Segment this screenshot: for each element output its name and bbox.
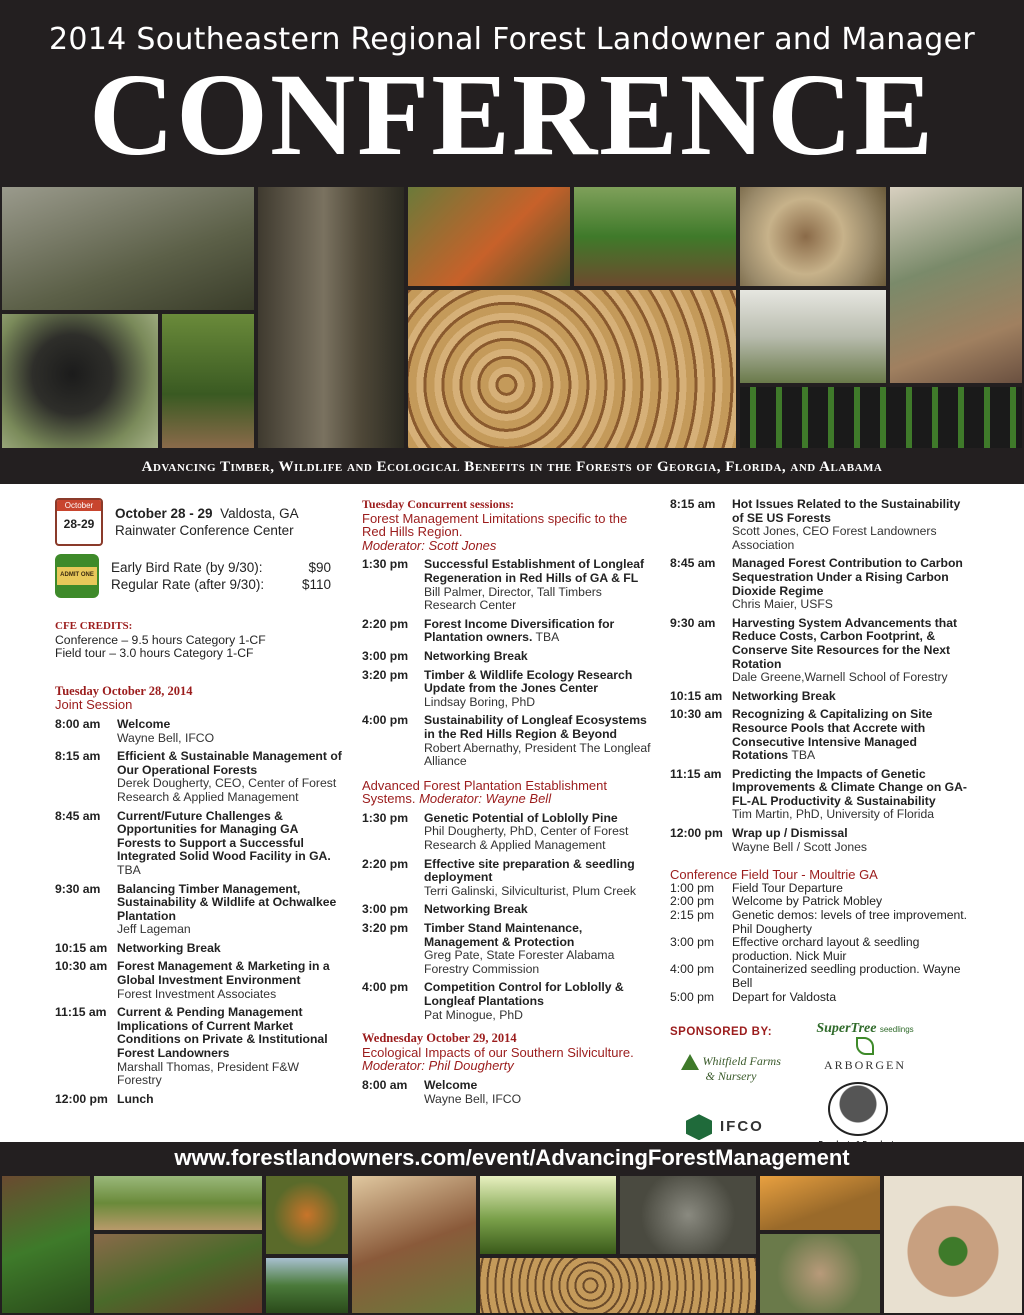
schedule-time: 2:20 pm [362,856,409,871]
session-title: Sustainability of Longleaf Ecosystems in the Red Hills Region & Beyond [424,713,647,741]
schedule-time: 4:00 pm [362,980,409,995]
session-speaker: Derek Dougherty, CEO, Center of Forest Research & Applied Management [117,776,337,804]
field-tour-text: Containerized seedling production. Wayne Bell [732,962,961,990]
field-tour-item [670,882,970,896]
day2-heading: Wednesday October 29, 2014 [362,1031,517,1046]
calendar-days: 28-29 [63,517,95,531]
session-title: Networking Break [424,648,528,663]
schedule-item [55,942,345,956]
cfe-field-tour: Field tour – 3.0 hours Category 1-CF [55,646,254,661]
session-title: Forest Management & Marketing in a Global Investment Environment [117,959,330,988]
tagline-banner: Advancing Timber, Wildlife and Ecological Benefits in the Forests of Georgia, Florida, and Alabama [0,450,1024,484]
calendar-month: October [57,500,101,511]
session-title: Timber Stand Maintenance, Management & Protection [424,921,583,949]
schedule-time: 1:30 pm [362,557,409,572]
schedule-time: 10:30 am [670,707,723,722]
photo-collage [0,185,1024,450]
ifco-hexagon-icon [686,1114,712,1140]
session-speaker: Bill Palmer, Director, Tall Timbers Research Center [424,584,602,613]
photo-black-bear [0,312,160,450]
ticket-icon [55,554,99,598]
session-title: Balancing Timber Management, Sustainability & Wildlife at Ochwalkee Plantation [117,881,337,923]
photo-log-inspection [888,185,1024,385]
session-speaker: Chris Maier, USFS [732,597,833,612]
schedule-item [55,810,345,878]
field-tour-text: Effective orchard layout & seedling production. Nick Muir [732,935,920,963]
session-title: Genetic Potential of Loblolly Pine [424,810,618,825]
session-title: Recognizing & Capitalizing on Site Resource Pools that Accrete with Consecutive Intensive Managed Rotations [732,707,933,763]
schedule-item [670,768,970,822]
session-title: Lunch [117,1091,154,1106]
session-title: Forest Income Diversification for Plantation owners. [424,616,615,645]
tree-icon [681,1054,699,1070]
schedule-item [362,650,652,664]
schedule-time: 8:45 am [670,556,716,571]
schedule-item [670,557,970,611]
session-title: Wrap up / Dismissal [732,826,848,841]
photo-log-stack [478,1256,758,1315]
regular-rate-price: $110 [301,577,331,592]
session-speaker: TBA [117,862,141,877]
schedule-time: 3:00 pm [362,648,409,663]
session-title: Successful Establishment of Longleaf Regeneration in Red Hills of GA & FL [424,557,645,585]
schedule-time: 10:15 am [55,940,108,955]
session-title: Welcome [424,1077,478,1092]
day1-session: Joint Session [55,697,133,713]
schedule-time: 9:30 am [670,615,716,630]
session-speaker: Phil Dougherty, PhD, Center of Forest Research & Applied Management [424,824,629,853]
session-title: Welcome [117,716,171,731]
schedule-time: 3:20 pm [362,667,409,682]
session-title: Timber & Wildlife Ecology Research Update from the Jones Center [424,667,633,696]
sponsor-logo-whitfield [676,1054,786,1094]
photo-owl [618,1174,758,1256]
photo-kids-fence [758,1174,882,1232]
schedule-item [362,812,652,853]
event-city: Valdosta, GA [220,506,299,521]
photo-firefighters [0,185,256,312]
schedule-item [55,883,345,937]
session-title: Predicting the Impacts of Genetic Improvements & Climate Change on GA-FL-AL Productivity & Sustainability [732,766,967,808]
session-speaker: Jeff Lageman [117,922,191,937]
sponsor-logo-supertree [810,1022,920,1072]
session-title: Efficient & Sustainable Management of Our Operational Forests [117,749,342,777]
session-speaker: TBA [535,630,560,645]
session-title: Networking Break [117,940,221,955]
schedule-time: 8:15 am [670,497,716,511]
day2-session-line [362,1046,652,1073]
cfe-conference: Conference – 9.5 hours Category 1-CF [55,632,266,647]
regular-rate-label: Regular Rate (after 9/30): [111,577,265,592]
day1-heading: Tuesday October 28, 2014 [55,683,193,698]
photo-log-loader [406,288,738,450]
schedule-time: 12:00 pm [670,826,723,841]
session-title: Harvesting System Advancements that Reduce Costs, Carbon Footprint, & Conserve Site Resources for the Next Rotation [732,615,958,671]
schedule-item [362,1079,652,1106]
sponsor-logo-ifco [686,1114,764,1140]
schedule-time: 9:30 am [55,881,101,896]
schedule-item [362,903,652,917]
track1-title: Forest Management Limitations specific to the Red Hills Region. [362,510,628,540]
photo-flagged-seedling [160,312,256,450]
field-tour-item [670,991,970,1005]
photo-pine-needles [0,1174,92,1315]
session-speaker: Forest Investment Associates [117,986,277,1001]
schedule-item [55,960,345,1001]
concurrent-heading: Tuesday Concurrent sessions: [362,497,515,511]
schedule-item [670,708,970,762]
schedule-item [670,498,970,552]
session-title: Effective site preparation & seedling deployment [424,856,635,885]
column-middle [362,498,652,1111]
session-speaker: Greg Pate, State Forester Alabama Forestry Commission [424,948,615,976]
track1-schedule [362,558,652,768]
photo-seedling-hands [882,1174,1024,1315]
schedule-item [670,690,970,704]
photo-mountains [264,1256,350,1315]
day2-moderator: Moderator: Phil Dougherty [362,1058,514,1074]
session-speaker: Pat Minogue, PhD [424,1007,523,1022]
session-speaker: Dale Greene,Warnell School of Forestry [732,670,948,685]
early-bird-price: $90 [308,560,331,575]
session-title: Networking Break [732,688,836,703]
schedule-time: 1:30 pm [362,810,409,825]
schedule-item [362,669,652,710]
session-speaker: Marshall Thomas, President F&W Forestry [117,1059,299,1088]
schedule-item [362,558,652,612]
session-title: Current & Pending Management Implications of Current Market Conditions on Private & Institutional Forest Landowners [117,1005,328,1061]
session-speaker: Wayne Bell, IFCO [117,730,215,745]
session-title: Managed Forest Contribution to Carbon Sequestration Under a Rising Carbon Dioxide Regime [732,556,963,598]
field-tour-schedule [670,882,970,1004]
event-dates: October 28 - 29 [115,506,213,521]
schedule-item [55,718,345,745]
sponsor-arborgen-name: ARBORGEN [823,1057,906,1072]
day2-schedule [670,498,970,854]
schedule-time: 10:15 am [670,688,723,703]
field-tour-heading: Conference Field Tour - Moultrie GA [670,867,878,883]
sponsors [670,1022,970,1142]
schedule-item [362,858,652,899]
schedule-item [55,1006,345,1088]
conference-subtitle: 2014 Southeastern Regional Forest Landowner and Manager [48,22,976,57]
schedule-time: 8:00 am [55,716,101,731]
schedule-time: 2:20 pm [362,616,409,631]
field-tour-time: 2:15 pm [670,908,715,923]
leaf-icon [856,1037,874,1055]
session-speaker: Robert Abernathy, President The Longleaf Alliance [424,740,651,769]
day2-session: Ecological Impacts of our Southern Silviculture. [362,1044,634,1060]
track2-schedule [362,812,652,1022]
photo-forester-hardhat [406,185,572,288]
track2-title-line [362,779,652,806]
schedule-time: 10:30 am [55,959,108,974]
session-speaker: Lindsay Boring, PhD [424,694,536,709]
field-tour-time: 5:00 pm [670,989,715,1004]
header [0,0,1024,185]
track2-moderator: Moderator: Wayne Bell [419,791,552,807]
field-tour-text: Field Tour Departure [732,880,843,895]
photo-fox [264,1174,350,1256]
bottom-photo-strip [0,1174,1024,1315]
pricing-block [55,554,345,598]
session-speaker: Scott Jones, CEO Forest Landowners Association [732,524,937,552]
session-title: Current/Future Challenges & Opportunities for Managing GA Forests to Support a Successful Integrated Solid Wood Facility in GA. [117,808,331,864]
schedule-item [55,1093,345,1107]
ticket-label: ADMIT ONE [57,567,97,585]
schedule-item [362,618,652,645]
photo-chainsaw [92,1232,264,1315]
sponsor-supertree-sub: seedlings [879,1025,914,1035]
cfe-credits-heading: CFE CREDITS: [55,620,133,632]
session-title: Networking Break [424,902,528,917]
photo-seedling-trays [738,385,1024,450]
schedule-item [670,827,970,854]
event-date-block [55,498,345,546]
schedule-item [362,981,652,1022]
photo-atv-trail [92,1174,264,1232]
conference-title: CONFERENCE [88,49,936,180]
field-tour-time: 1:00 pm [670,880,715,895]
early-bird-label: Early Bird Rate (by 9/30): [111,560,263,575]
schedule-time: 8:45 am [55,808,101,823]
schedule-time: 12:00 pm [55,1091,108,1106]
schedule-time: 4:00 pm [362,713,409,728]
photo-pine-tree-trunk [256,185,406,450]
field-tour-time: 2:00 pm [670,894,715,909]
oak-tree-icon [828,1082,888,1136]
schedule-time: 3:00 pm [362,902,409,917]
field-tour-time: 4:00 pm [670,962,715,977]
field-tour-text: Welcome by Patrick Mobley [732,894,883,909]
sponsor-ifco-name: IFCO [720,1118,764,1136]
photo-bobcat [758,1232,882,1315]
field-tour-item [670,963,970,990]
column-right [670,498,970,1142]
schedule-item [362,922,652,976]
schedule-time: 3:20 pm [362,921,409,936]
session-speaker: Wayne Bell, IFCO [424,1091,522,1106]
schedule-item [670,617,970,685]
schedule-item [362,714,652,768]
track1-moderator: Moderator: Scott Jones [362,537,497,553]
event-venue: Rainwater Conference Center [115,523,294,538]
schedule-time: 11:15 am [670,766,722,781]
schedule-item [55,750,345,804]
session-speaker: Tim Martin, PhD, University of Florida [732,807,935,822]
track2-title: Advanced Forest Plantation Establishment Systems. [362,777,607,807]
session-title: Competition Control for Loblolly & Longleaf Plantations [424,980,624,1008]
field-tour-item [670,909,970,936]
sponsors-heading: SPONSORED BY: [670,1026,773,1039]
session-speaker: TBA [791,748,816,763]
sponsor-supertree-name: SuperTree [816,1021,877,1037]
session-speaker: Terri Galinski, Silviculturist, Plum Creek [424,883,636,898]
photo-helicopter-truck [738,288,888,385]
calendar-icon [55,498,103,546]
photo-quail [738,185,888,288]
column-left [55,498,345,1111]
field-tour-text: Genetic demos: levels of tree improvement. Phil Dougherty [732,908,968,936]
day1-schedule [55,718,345,1106]
schedule-time: 8:00 am [362,1077,408,1092]
session-speaker: Wayne Bell / Scott Jones [732,839,868,854]
photo-family-outdoors [350,1174,478,1315]
photo-pine-plantation [572,185,738,288]
session-title: Hot Issues Related to the Sustainability of SE US Forests [732,497,961,525]
sponsor-whitfield-name: Whitfield Farms & Nursery [702,1054,781,1084]
field-tour-text: Depart for Valdosta [732,989,837,1004]
schedule-time: 11:15 am [55,1005,107,1020]
event-url[interactable]: www.forestlandowners.com/event/AdvancingForestManagement [0,1142,1024,1174]
field-tour-time: 3:00 pm [670,935,715,950]
photo-forest-sunlight [478,1174,618,1256]
schedule-time: 8:15 am [55,749,101,764]
field-tour-item [670,936,970,963]
field-tour-item [670,895,970,909]
